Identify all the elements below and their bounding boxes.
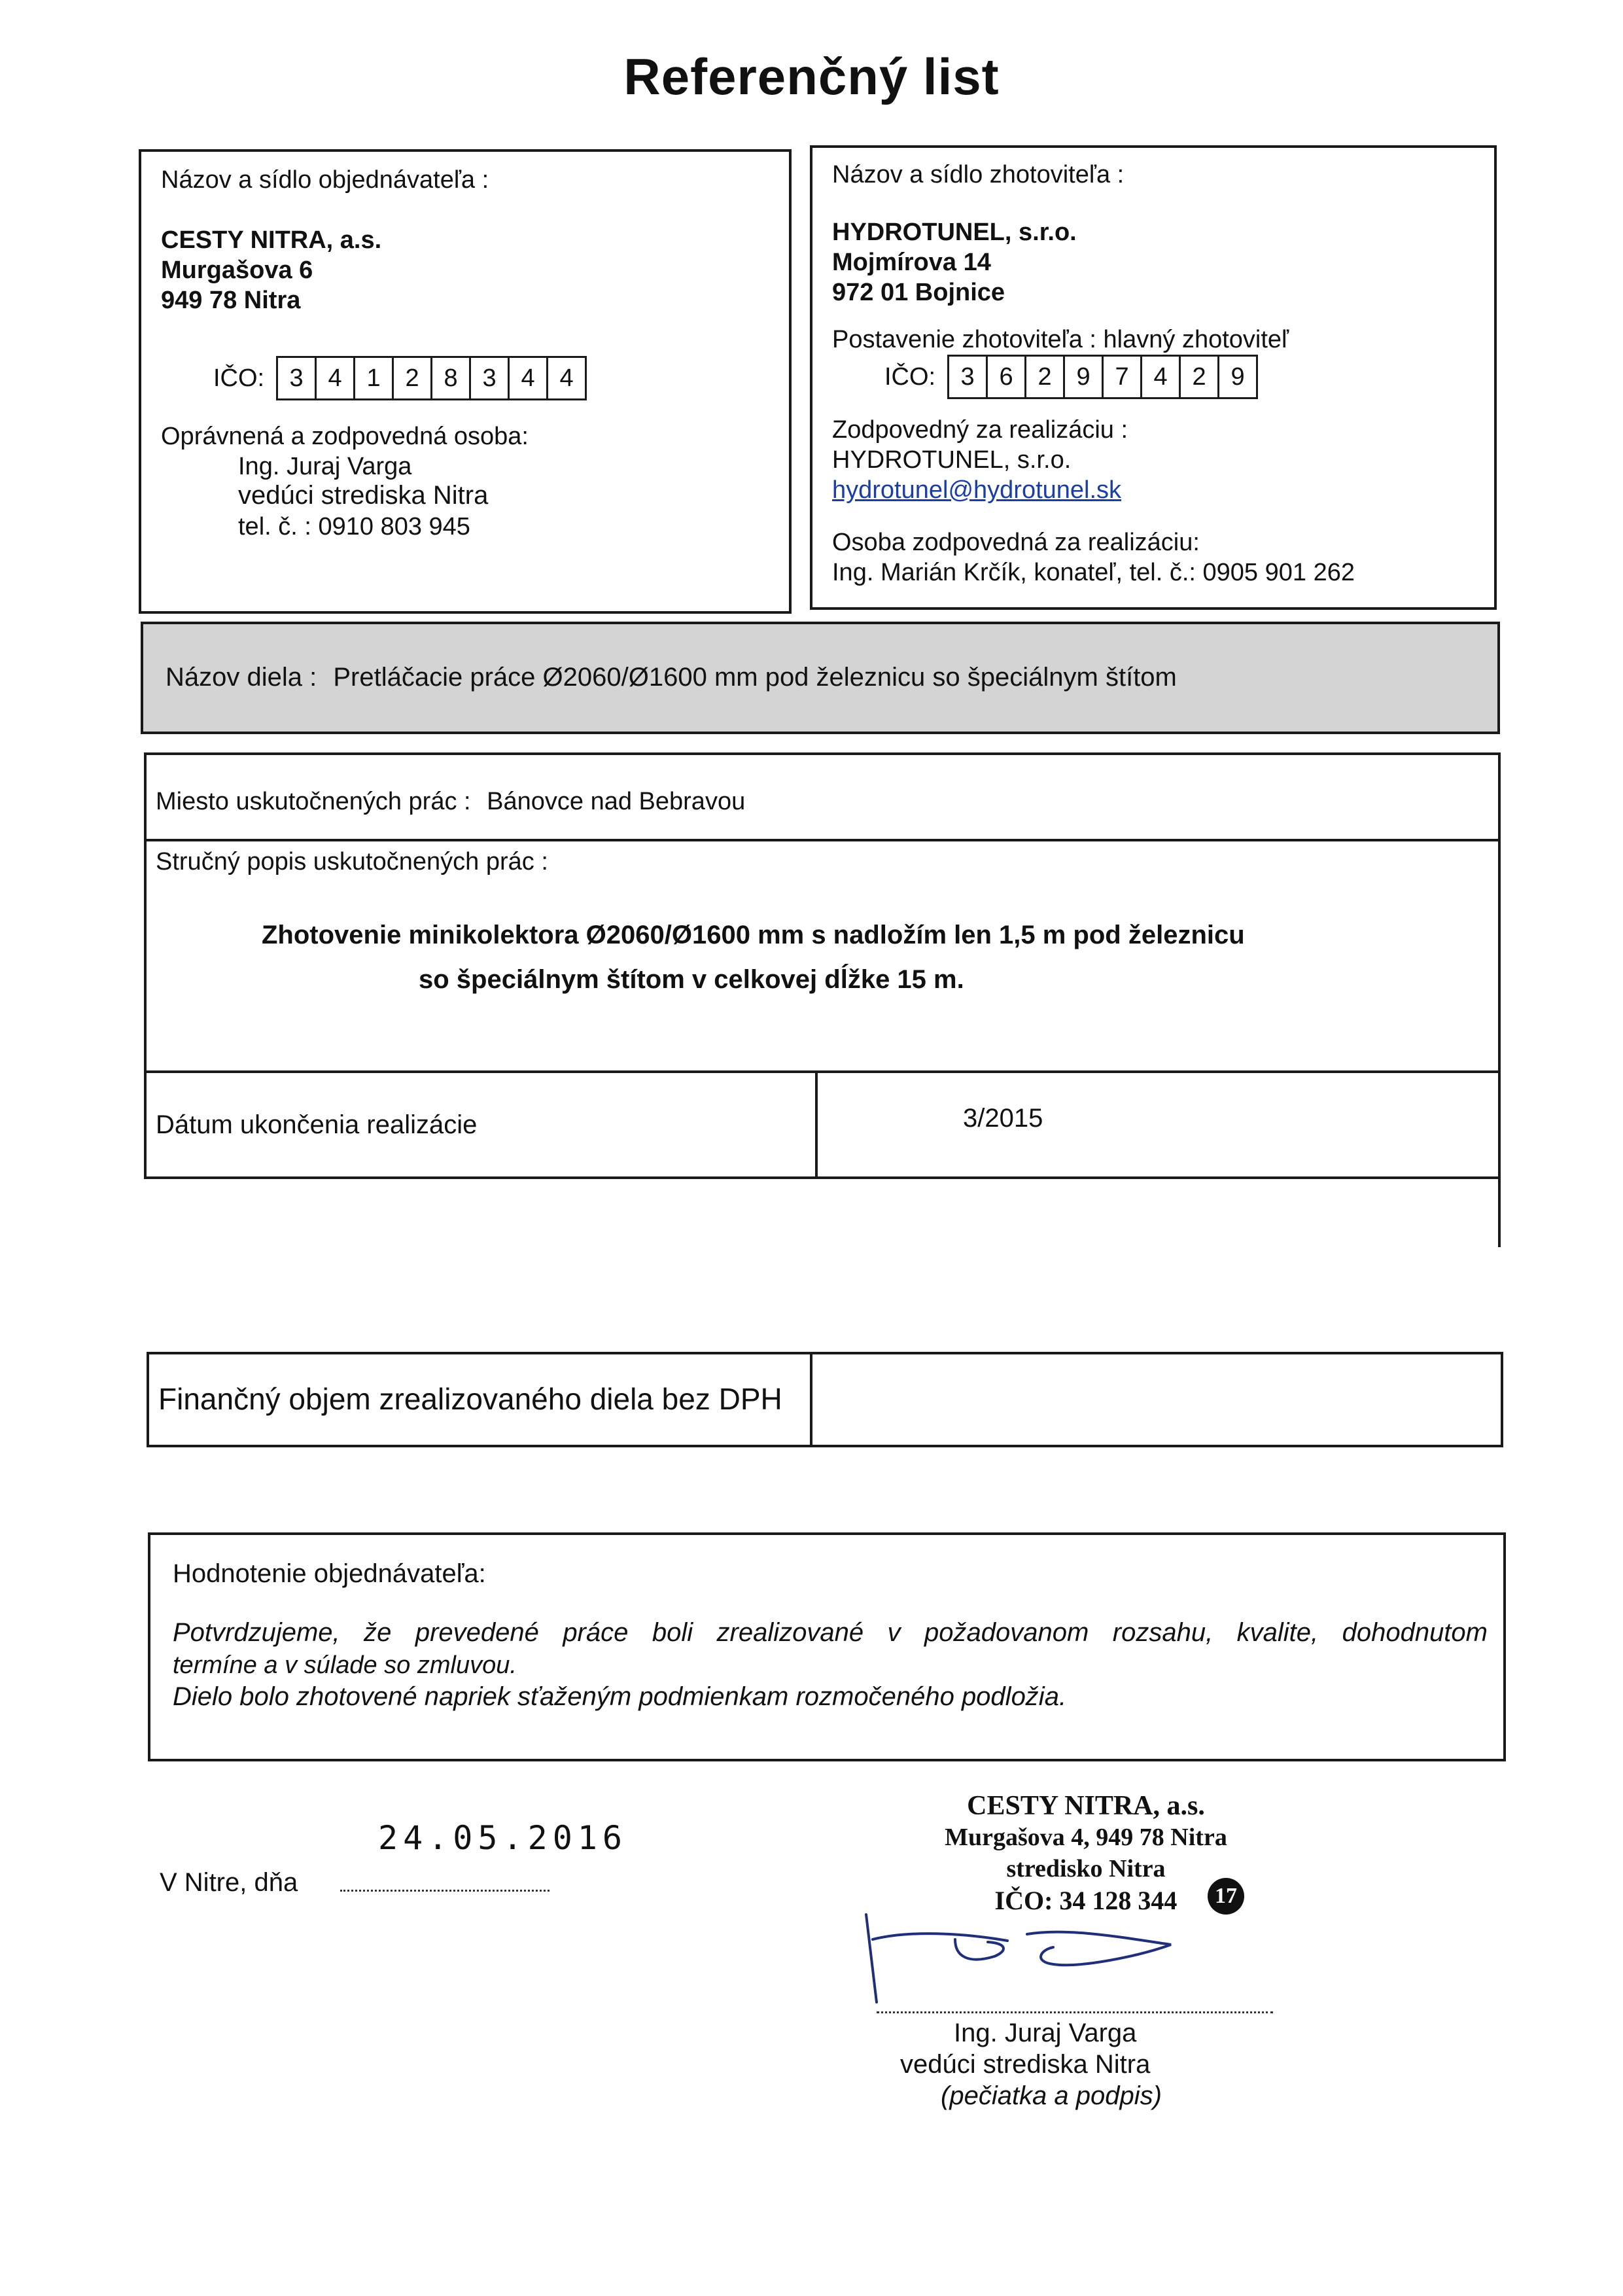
contractor-ico-label: IČO: bbox=[884, 363, 936, 391]
evaluation-heading: Hodnotenie objednávateľa: bbox=[173, 1559, 486, 1588]
location-value: Bánovce nad Bebravou bbox=[487, 788, 746, 815]
ico-digit: 9 bbox=[1063, 357, 1102, 397]
work-name-label: Názov diela : bbox=[166, 663, 317, 692]
orderer-name: CESTY NITRA, a.s. bbox=[161, 226, 382, 254]
contractor-email-link[interactable]: hydrotunel@hydrotunel.sk bbox=[832, 476, 1122, 504]
contractor-street: Mojmírova 14 bbox=[832, 249, 991, 276]
divider bbox=[815, 1070, 818, 1176]
handwritten-signature bbox=[857, 1904, 1197, 2009]
ico-digit: 4 bbox=[508, 358, 546, 398]
orderer-person-heading: Oprávnená a zodpovedná osoba: bbox=[161, 423, 529, 450]
contractor-position: Postavenie zhotoviteľa : hlavný zhotoviteľ bbox=[832, 326, 1289, 353]
ico-digit: 4 bbox=[315, 358, 353, 398]
contractor-person-heading: Osoba zodpovedná za realizáciu: bbox=[832, 529, 1200, 556]
date-stamp: 24.05.2016 bbox=[378, 1819, 628, 1857]
divider bbox=[810, 1354, 812, 1445]
ico-digit: 3 bbox=[469, 358, 508, 398]
contractor-name: HYDROTUNEL, s.r.o. bbox=[832, 219, 1077, 246]
orderer-city: 949 78 Nitra bbox=[161, 287, 301, 314]
evaluation-box bbox=[148, 1532, 1506, 1761]
signer-note: (pečiatka a podpis) bbox=[941, 2081, 1162, 2110]
divider bbox=[147, 1070, 1498, 1073]
contractor-responsible-name: HYDROTUNEL, s.r.o. bbox=[832, 446, 1072, 474]
page-title: Referenčný list bbox=[623, 48, 1000, 105]
contractor-responsible-heading: Zodpovedný za realizáciu : bbox=[832, 416, 1128, 444]
work-name-value: Pretláčacie práce Ø2060/Ø1600 mm pod železnicu so špeciálnym štítom bbox=[333, 663, 1177, 692]
ico-digit: 4 bbox=[1140, 357, 1179, 397]
date-line bbox=[340, 1890, 550, 1892]
ico-digit: 6 bbox=[986, 357, 1024, 397]
stamp-line4: IČO: 34 128 344 bbox=[994, 1886, 1178, 1915]
evaluation-line1: Potvrdzujeme, že prevedené práce boli zrealizované v požadovanom rozsahu, kvalite, dohodnutom bbox=[173, 1618, 1488, 1647]
stamp-line3: stredisko Nitra bbox=[1006, 1855, 1166, 1882]
signer-name: Ing. Juraj Varga bbox=[954, 2019, 1137, 2047]
stamp-number-badge: 17 bbox=[1208, 1878, 1244, 1915]
contractor-city: 972 01 Bojnice bbox=[832, 279, 1005, 306]
completion-label: Dátum ukončenia realizácie bbox=[156, 1110, 478, 1139]
divider bbox=[1498, 1171, 1501, 1247]
ico-digit: 7 bbox=[1102, 357, 1140, 397]
work-name-row bbox=[166, 661, 1177, 694]
evaluation-line2: termíne a v súlade so zmluvou. bbox=[173, 1651, 517, 1679]
description-line2: so špeciálnym štítom v celkovej dĺžke 15 m. bbox=[419, 965, 964, 994]
ico-digit: 8 bbox=[430, 358, 469, 398]
work-details-box bbox=[144, 752, 1501, 1179]
orderer-person-name: Ing. Juraj Varga bbox=[238, 453, 412, 480]
ico-digit: 3 bbox=[960, 362, 975, 391]
orderer-heading: Názov a sídlo objednávateľa : bbox=[161, 166, 489, 194]
work-name-box bbox=[141, 622, 1500, 734]
orderer-person-role: vedúci strediska Nitra bbox=[238, 481, 489, 510]
divider bbox=[147, 839, 1498, 841]
location-label: Miesto uskutočnených prác : bbox=[156, 788, 471, 815]
completion-value: 3/2015 bbox=[963, 1104, 1043, 1133]
evaluation-line3: Dielo bolo zhotovené napriek sťaženým podmienkam rozmočeného podložia. bbox=[173, 1682, 1067, 1711]
contractor-person-line: Ing. Marián Krčík, konateľ, tel. č.: 0905 901 262 bbox=[832, 559, 1355, 586]
ico-digit: 2 bbox=[1024, 357, 1063, 397]
contractor-ico bbox=[884, 355, 1258, 399]
orderer-street: Murgašova 6 bbox=[161, 256, 313, 284]
description-line1: Zhotovenie minikolektora Ø2060/Ø1600 mm s nadložím len 1,5 m pod železnicu bbox=[262, 921, 1245, 949]
financial-box bbox=[147, 1352, 1503, 1447]
ico-digit: 4 bbox=[546, 358, 585, 398]
orderer-ico-cells bbox=[276, 356, 587, 400]
signature-line bbox=[877, 2011, 1273, 2013]
location-row bbox=[156, 786, 745, 817]
stamp-line1: CESTY NITRA, a.s. bbox=[967, 1791, 1205, 1821]
ico-digit: 3 bbox=[289, 364, 304, 392]
ico-digit: 9 bbox=[1217, 357, 1256, 397]
ico-digit: 1 bbox=[353, 358, 392, 398]
contractor-ico-cells bbox=[947, 355, 1258, 399]
contractor-heading: Názov a sídlo zhotoviteľa : bbox=[832, 161, 1125, 188]
orderer-box bbox=[139, 149, 792, 614]
orderer-person-phone: tel. č. : 0910 803 945 bbox=[238, 513, 470, 540]
contractor-box bbox=[810, 145, 1497, 610]
orderer-ico-label: IČO: bbox=[213, 364, 265, 392]
place-date-label: V Nitre, dňa bbox=[160, 1868, 298, 1897]
ico-digit: 2 bbox=[1179, 357, 1217, 397]
description-label: Stručný popis uskutočnených prác : bbox=[156, 848, 548, 875]
ico-digit: 2 bbox=[392, 358, 430, 398]
orderer-ico bbox=[213, 356, 587, 400]
stamp-line2: Murgašova 4, 949 78 Nitra bbox=[945, 1824, 1227, 1851]
financial-label: Finančný objem zrealizovaného diela bez DPH bbox=[158, 1382, 782, 1416]
signer-role: vedúci strediska Nitra bbox=[900, 2050, 1151, 2079]
